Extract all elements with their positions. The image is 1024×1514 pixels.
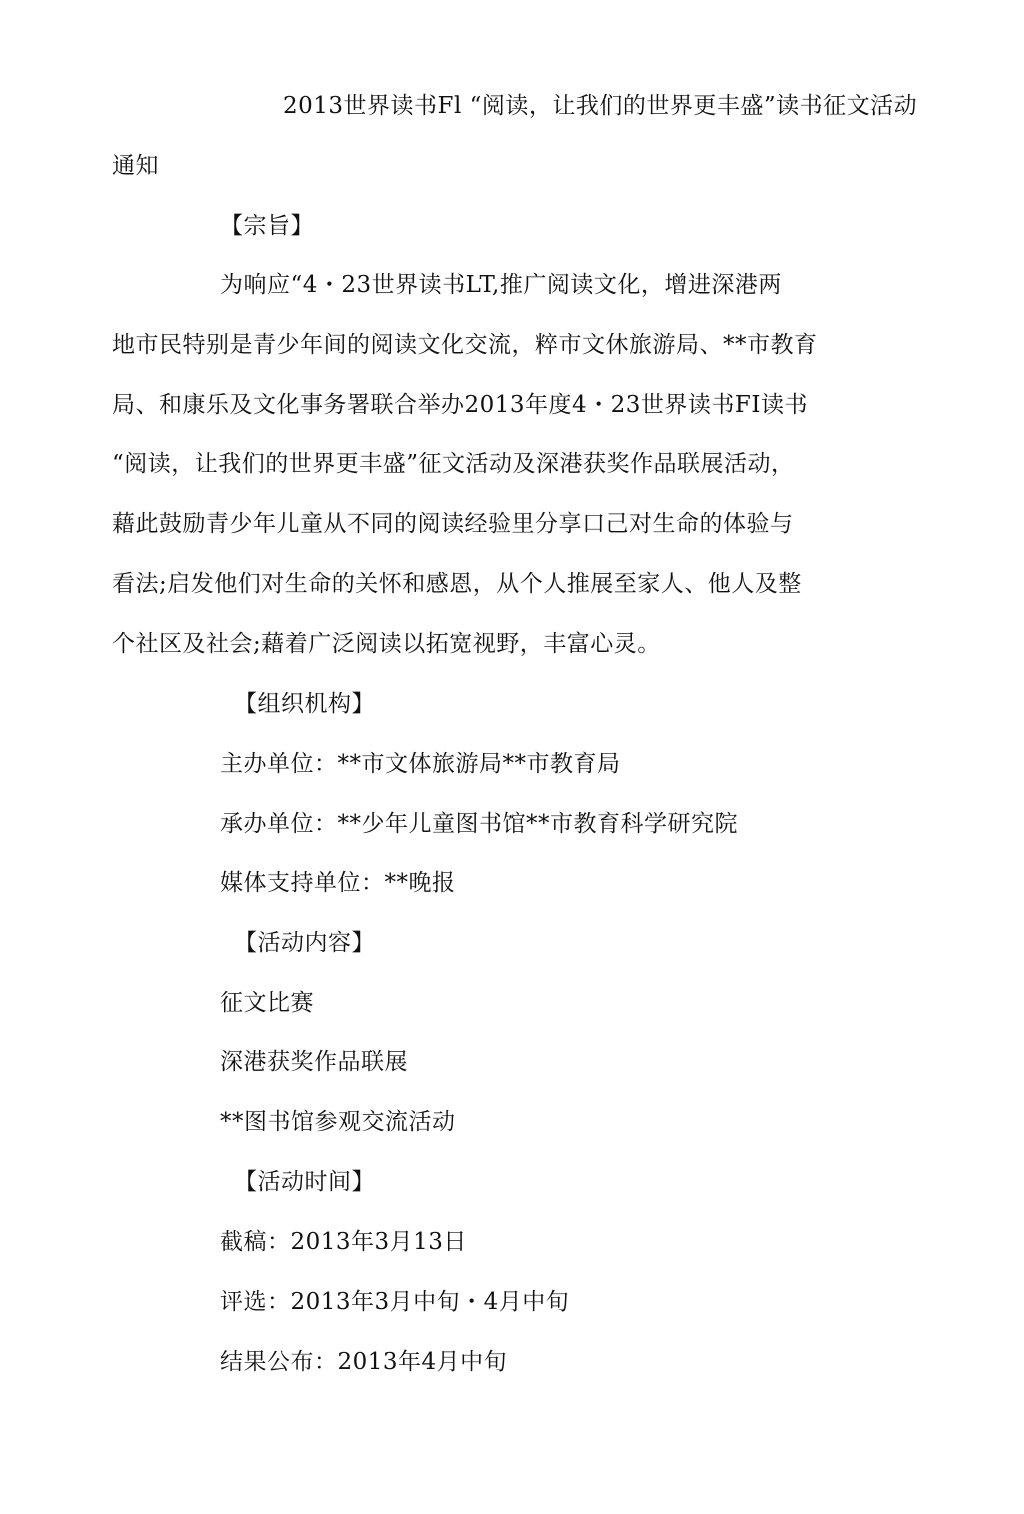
activity-item: 征文比赛 <box>220 990 314 1016</box>
purpose-paragraph-line: 看法;启发他们对生命的关怀和感恩，从个人推展至家人、他人及整 <box>112 571 802 597</box>
activity-item: **图书馆参观交流活动 <box>220 1109 456 1135</box>
purpose-paragraph-line: “阅读，让我们的世界更丰盛”征文活动及深港获奖作品联展活动， <box>112 451 795 477</box>
purpose-paragraph-line: 个社区及社会;藉着广泛阅读以拓宽视野，丰富心灵。 <box>112 631 661 657</box>
schedule-results: 结果公布：2013年4月中旬 <box>220 1349 508 1375</box>
purpose-paragraph-line: 为响应“4・23世界读书LT,推广阅读文化，增进深港两 <box>220 272 782 298</box>
section-heading-content: 【活动内容】 <box>234 930 375 956</box>
title-line-1: 2013世界读书Fl “阅读，让我们的世界更丰盛”读书征文活动 <box>283 93 918 119</box>
purpose-paragraph-line: 局、和康乐及文化事务署联合举办2013年度4・23世界读书FI读书 <box>112 392 808 418</box>
section-heading-schedule: 【活动时间】 <box>234 1169 375 1195</box>
activity-item: 深港获奖作品联展 <box>220 1049 408 1075</box>
title-line-2: 通知 <box>112 153 159 179</box>
organizer-unit: 承办单位：**少年儿童图书馆**市教育科学研究院 <box>220 811 738 837</box>
host-unit: 主办单位：**市文体旅游局**市教育局 <box>220 751 621 777</box>
media-support-unit: 媒体支持单位：**晚报 <box>220 870 456 896</box>
schedule-deadline: 截稿：2013年3月13日 <box>220 1229 467 1255</box>
section-heading-organization: 【组织机构】 <box>234 691 375 717</box>
purpose-paragraph-line: 藉此鼓励青少年儿童从不同的阅读经验里分享口己对生命的体验与 <box>112 511 794 537</box>
schedule-judging: 评选：2013年3月中旬・4月中旬 <box>220 1289 570 1315</box>
purpose-paragraph-line: 地市民特别是青少年间的阅读文化交流，粹市文休旅游局、**市教育 <box>112 332 818 358</box>
section-heading-purpose: 【宗旨】 <box>220 213 314 239</box>
